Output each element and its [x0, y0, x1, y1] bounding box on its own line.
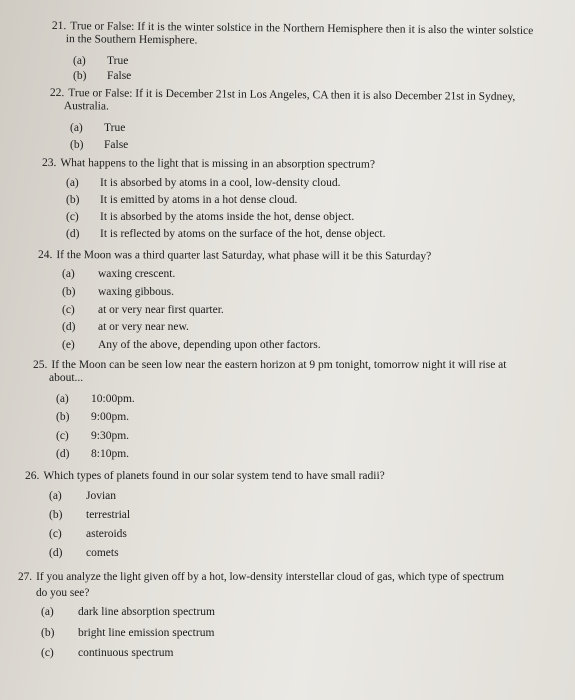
option-text: continuous spectrum [78, 647, 174, 659]
option-25b[interactable] [56, 411, 130, 424]
question-stem: Which types of planets found in our solar system tend to have small radii? [43, 470, 385, 482]
option-22b[interactable] [70, 139, 129, 152]
option-label: (b) [66, 194, 80, 206]
option-label: (b) [49, 509, 63, 521]
option-21a[interactable] [73, 55, 129, 68]
option-25d[interactable] [56, 448, 130, 461]
option-22a[interactable] [70, 122, 126, 135]
question-25 [33, 359, 506, 385]
option-text: It is absorbed by atoms in a cool, low-density cloud. [100, 177, 341, 189]
option-label: (c) [56, 430, 69, 442]
option-text: asteroids [86, 528, 127, 540]
option-text: terrestrial [86, 509, 131, 521]
option-25c[interactable] [56, 430, 130, 443]
option-label: (a) [41, 606, 54, 618]
question-number: 26. [25, 470, 40, 482]
option-label: (a) [73, 55, 86, 67]
question-stem-continued: about... [49, 372, 84, 384]
option-text: at or very near first quarter. [98, 304, 224, 316]
option-26d[interactable] [49, 547, 119, 560]
option-27a[interactable] [41, 606, 216, 619]
option-24d[interactable] [62, 321, 189, 334]
option-text: Jovian [86, 490, 117, 502]
question-stem-continued: Australia. [63, 100, 109, 113]
question-stem: If the Moon was a third quarter last Saturday, what phase will it be this Saturday? [56, 249, 432, 263]
option-23a[interactable] [66, 177, 341, 190]
question-number: 22. [49, 87, 65, 100]
question-26 [25, 470, 385, 483]
option-label: (c) [62, 304, 75, 316]
question-stem: What happens to the light that is missing in an absorption spectrum? [60, 157, 375, 171]
option-text: It is absorbed by the atoms inside the hot, dense object. [100, 211, 355, 223]
question-21 [52, 20, 534, 51]
option-text: at or very near new. [98, 321, 189, 333]
option-24c[interactable] [62, 304, 224, 317]
question-stem: True or False: If it is the winter solstice in the Northern Hemisphere then it is also the winter solstice [70, 20, 534, 38]
question-number: 25. [33, 359, 48, 371]
option-text: It is emitted by atoms in a hot dense cloud. [100, 194, 298, 206]
option-text: 9:00pm. [91, 411, 130, 423]
option-label: (b) [62, 286, 76, 298]
option-label: (a) [70, 122, 83, 134]
question-number: 23. [41, 157, 57, 170]
option-label: (d) [56, 448, 70, 460]
option-label: (b) [56, 411, 70, 423]
option-26a[interactable] [49, 490, 117, 503]
option-label: (d) [49, 547, 63, 559]
question-number: 27. [18, 571, 33, 583]
option-text: waxing gibbous. [98, 286, 175, 298]
question-24 [38, 249, 431, 263]
option-24b[interactable] [62, 286, 175, 299]
question-stem-continued: do you see? [36, 587, 90, 599]
option-label: (c) [41, 647, 54, 659]
option-label: (a) [49, 490, 62, 502]
question-27 [18, 571, 504, 600]
option-label: (a) [66, 177, 79, 189]
option-24a[interactable] [62, 268, 176, 281]
option-26b[interactable] [49, 509, 131, 522]
option-27b[interactable] [41, 627, 215, 640]
option-23b[interactable] [66, 194, 298, 207]
option-23d[interactable] [66, 228, 386, 241]
option-21b[interactable] [73, 70, 132, 83]
option-25a[interactable] [56, 393, 135, 406]
option-text: dark line absorption spectrum [78, 606, 216, 618]
option-label: (e) [62, 339, 75, 351]
option-label: (d) [62, 321, 76, 333]
option-label: (b) [73, 70, 87, 82]
option-label: (b) [41, 627, 55, 639]
option-text: It is reflected by atoms on the surface of the hot, dense object. [100, 228, 386, 240]
option-text: 9:30pm. [91, 430, 130, 442]
question-number: 21. [51, 20, 67, 33]
option-label: (a) [56, 393, 69, 405]
option-24e[interactable] [62, 339, 321, 352]
question-stem: If you analyze the light given off by a hot, low-density interstellar cloud of gas, which type of spectrum [36, 571, 504, 583]
option-text: bright line emission spectrum [78, 627, 215, 639]
option-text: False [104, 139, 129, 151]
option-26c[interactable] [49, 528, 127, 541]
question-number: 24. [37, 249, 53, 262]
option-text: True [107, 55, 129, 67]
option-text: False [107, 70, 132, 82]
option-text: True [104, 122, 126, 134]
question-stem: If the Moon can be seen low near the eastern horizon at 9 pm tonight, tomorrow night it will rise at [51, 359, 507, 371]
option-label: (b) [70, 139, 84, 151]
option-text: 10:00pm. [91, 393, 135, 405]
option-label: (d) [66, 228, 80, 240]
option-text: waxing crescent. [98, 268, 176, 280]
question-22 [50, 87, 516, 117]
option-label: (a) [62, 268, 75, 280]
question-stem-continued: in the Southern Hemisphere. [65, 33, 198, 47]
option-label: (c) [66, 211, 79, 223]
question-23 [42, 157, 375, 172]
option-label: (c) [49, 528, 62, 540]
option-text: 8:10pm. [91, 448, 130, 460]
option-text: comets [86, 547, 119, 559]
option-23c[interactable] [66, 211, 355, 224]
question-stem: True or False: If it is December 21st in Los Angeles, CA then it is also December 21st in Sydney, [68, 87, 516, 104]
option-text: Any of the above, depending upon other factors. [98, 339, 321, 351]
option-27c[interactable] [41, 647, 174, 660]
